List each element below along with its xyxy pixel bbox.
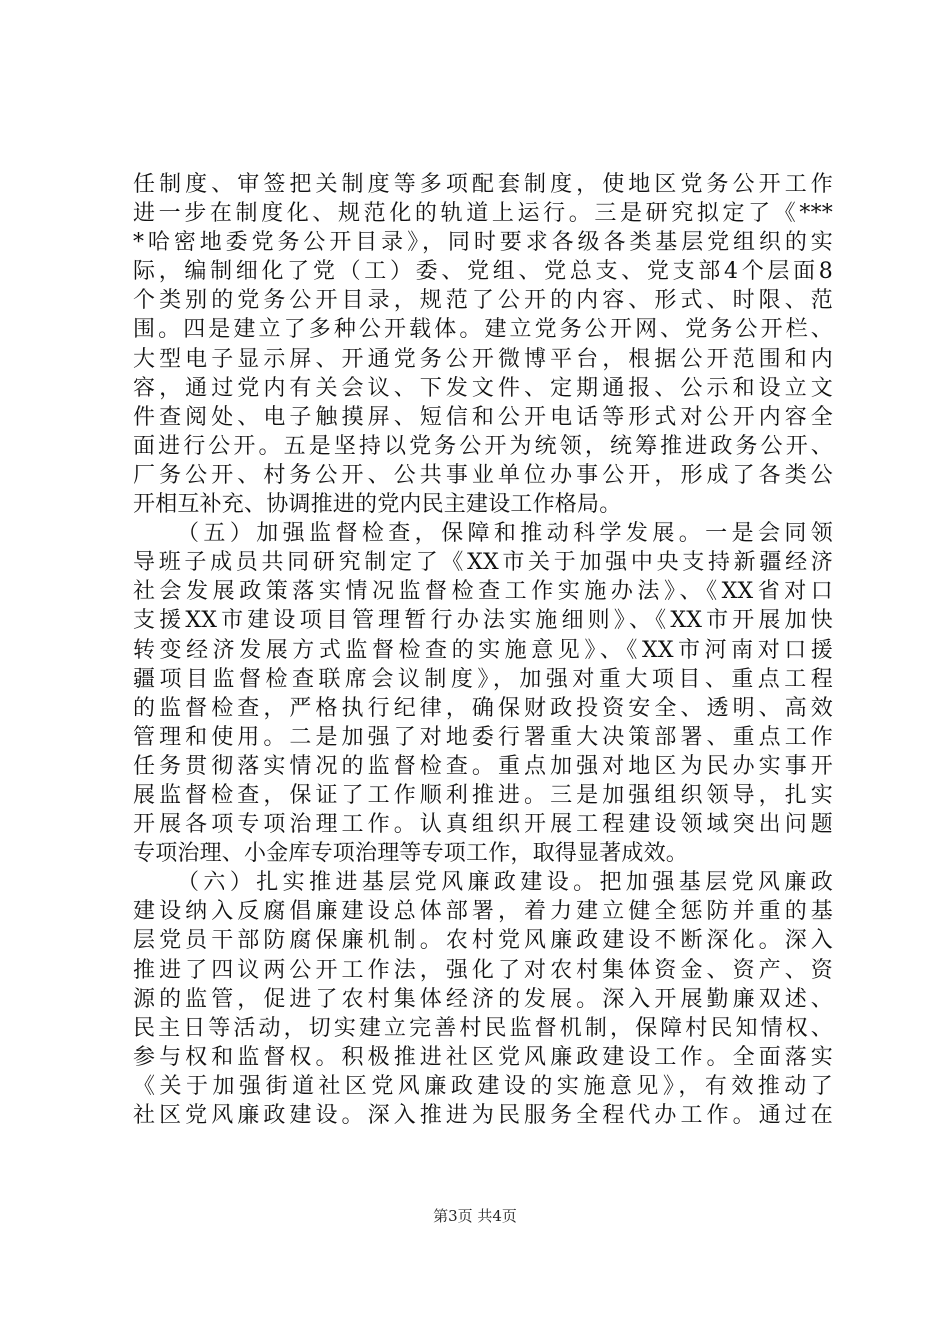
text-line: 导班子成员共同研究制定了《XX市关于加强中央支持新疆经济 (133, 550, 833, 576)
text-line: 专项治理、小金库专项治理等专项工作，取得显著成效。 (133, 841, 689, 867)
text-line: 的监督检查，严格执行纪律，确保财政投资安全、透明、高效 (133, 695, 833, 721)
page-number-footer: 第3页 共4页 (433, 1207, 517, 1225)
document-body (133, 170, 833, 1130)
text-line: 转变经济发展方式监督检查的实施意见》、《XX市河南对口援 (133, 637, 833, 663)
text-line: 疆项目监督检查联席会议制度》，加强对重大项目、重点工程 (133, 666, 833, 692)
text-line: 开相互补充、协调推进的党内民主建设工作格局。 (133, 492, 622, 518)
text-line: 任制度、审签把关制度等多项配套制度，使地区党务公开工作 (133, 172, 833, 197)
text-line: 面进行公开。五是坚持以党务公开为统领，统筹推进政务公开、 (133, 433, 833, 459)
paragraph-heading-5: （五）加强监督检查，保障和推动科学发展。一是会同领 (177, 521, 833, 547)
text-line: 任务贯彻落实情况的监督检查。重点加强对地区为民办实事开 (133, 753, 833, 779)
text-line: 管理和使用。二是加强了对地委行署重大决策部署、重点工作 (133, 724, 833, 750)
text-line: 大型电子显示屏、开通党务公开微博平台，根据公开范围和内 (133, 346, 833, 372)
text-line: 推进了四议两公开工作法，强化了对农村集体资金、资产、资 (133, 957, 833, 983)
text-line: 进一步在制度化、规范化的轨道上运行。三是研究拟定了《*** (133, 201, 833, 227)
text-line: 支援XX市建设项目管理暂行办法实施细则》、《XX市开展加快 (133, 608, 833, 634)
paragraph-heading-6: （六）扎实推进基层党风廉政建设。把加强基层党风廉政 (177, 870, 833, 896)
text-line: 建设纳入反腐倡廉建设总体部署，着力建立健全惩防并重的基 (133, 899, 833, 925)
text-line: 源的监管，促进了农村集体经济的发展。深入开展勤廉双述、 (133, 986, 833, 1012)
text-line: *哈密地委党务公开目录》，同时要求各级各类基层党组织的实 (133, 230, 833, 256)
text-line: 展监督检查，保证了工作顺利推进。三是加强组织领导，扎实 (133, 782, 833, 808)
text-line: 参与权和监督权。积极推进社区党风廉政建设工作。全面落实 (133, 1044, 833, 1070)
text-line: 社会发展政策落实情况监督检查工作实施办法》、《XX省对口 (133, 579, 833, 605)
text-line: 容，通过党内有关会议、下发文件、定期通报、公示和设立文 (133, 375, 833, 401)
text-line: 层党员干部防腐保廉机制。农村党风廉政建设不断深化。深入 (133, 928, 833, 954)
text-line: 社区党风廉政建设。深入推进为民服务全程代办工作。通过在 (133, 1103, 833, 1128)
text-line: 个类别的党务公开目录，规范了公开的内容、形式、时限、范 (133, 288, 833, 314)
text-line: 际，编制细化了党（工）委、党组、党总支、党支部4个层面8 (133, 259, 833, 285)
text-line: 开展各项专项治理工作。认真组织开展工程建设领域突出问题 (133, 812, 833, 838)
text-line: 《关于加强街道社区党风廉政建设的实施意见》，有效推动了 (133, 1073, 833, 1099)
text-line: 围。四是建立了多种公开载体。建立党务公开网、党务公开栏、 (133, 317, 833, 343)
text-line: 厂务公开、村务公开、公共事业单位办事公开，形成了各类公 (133, 462, 833, 488)
text-line: 件查阅处、电子触摸屏、短信和公开电话等形式对公开内容全 (133, 404, 833, 430)
text-line: 民主日等活动，切实建立完善村民监督机制，保障村民知情权、 (133, 1015, 833, 1041)
